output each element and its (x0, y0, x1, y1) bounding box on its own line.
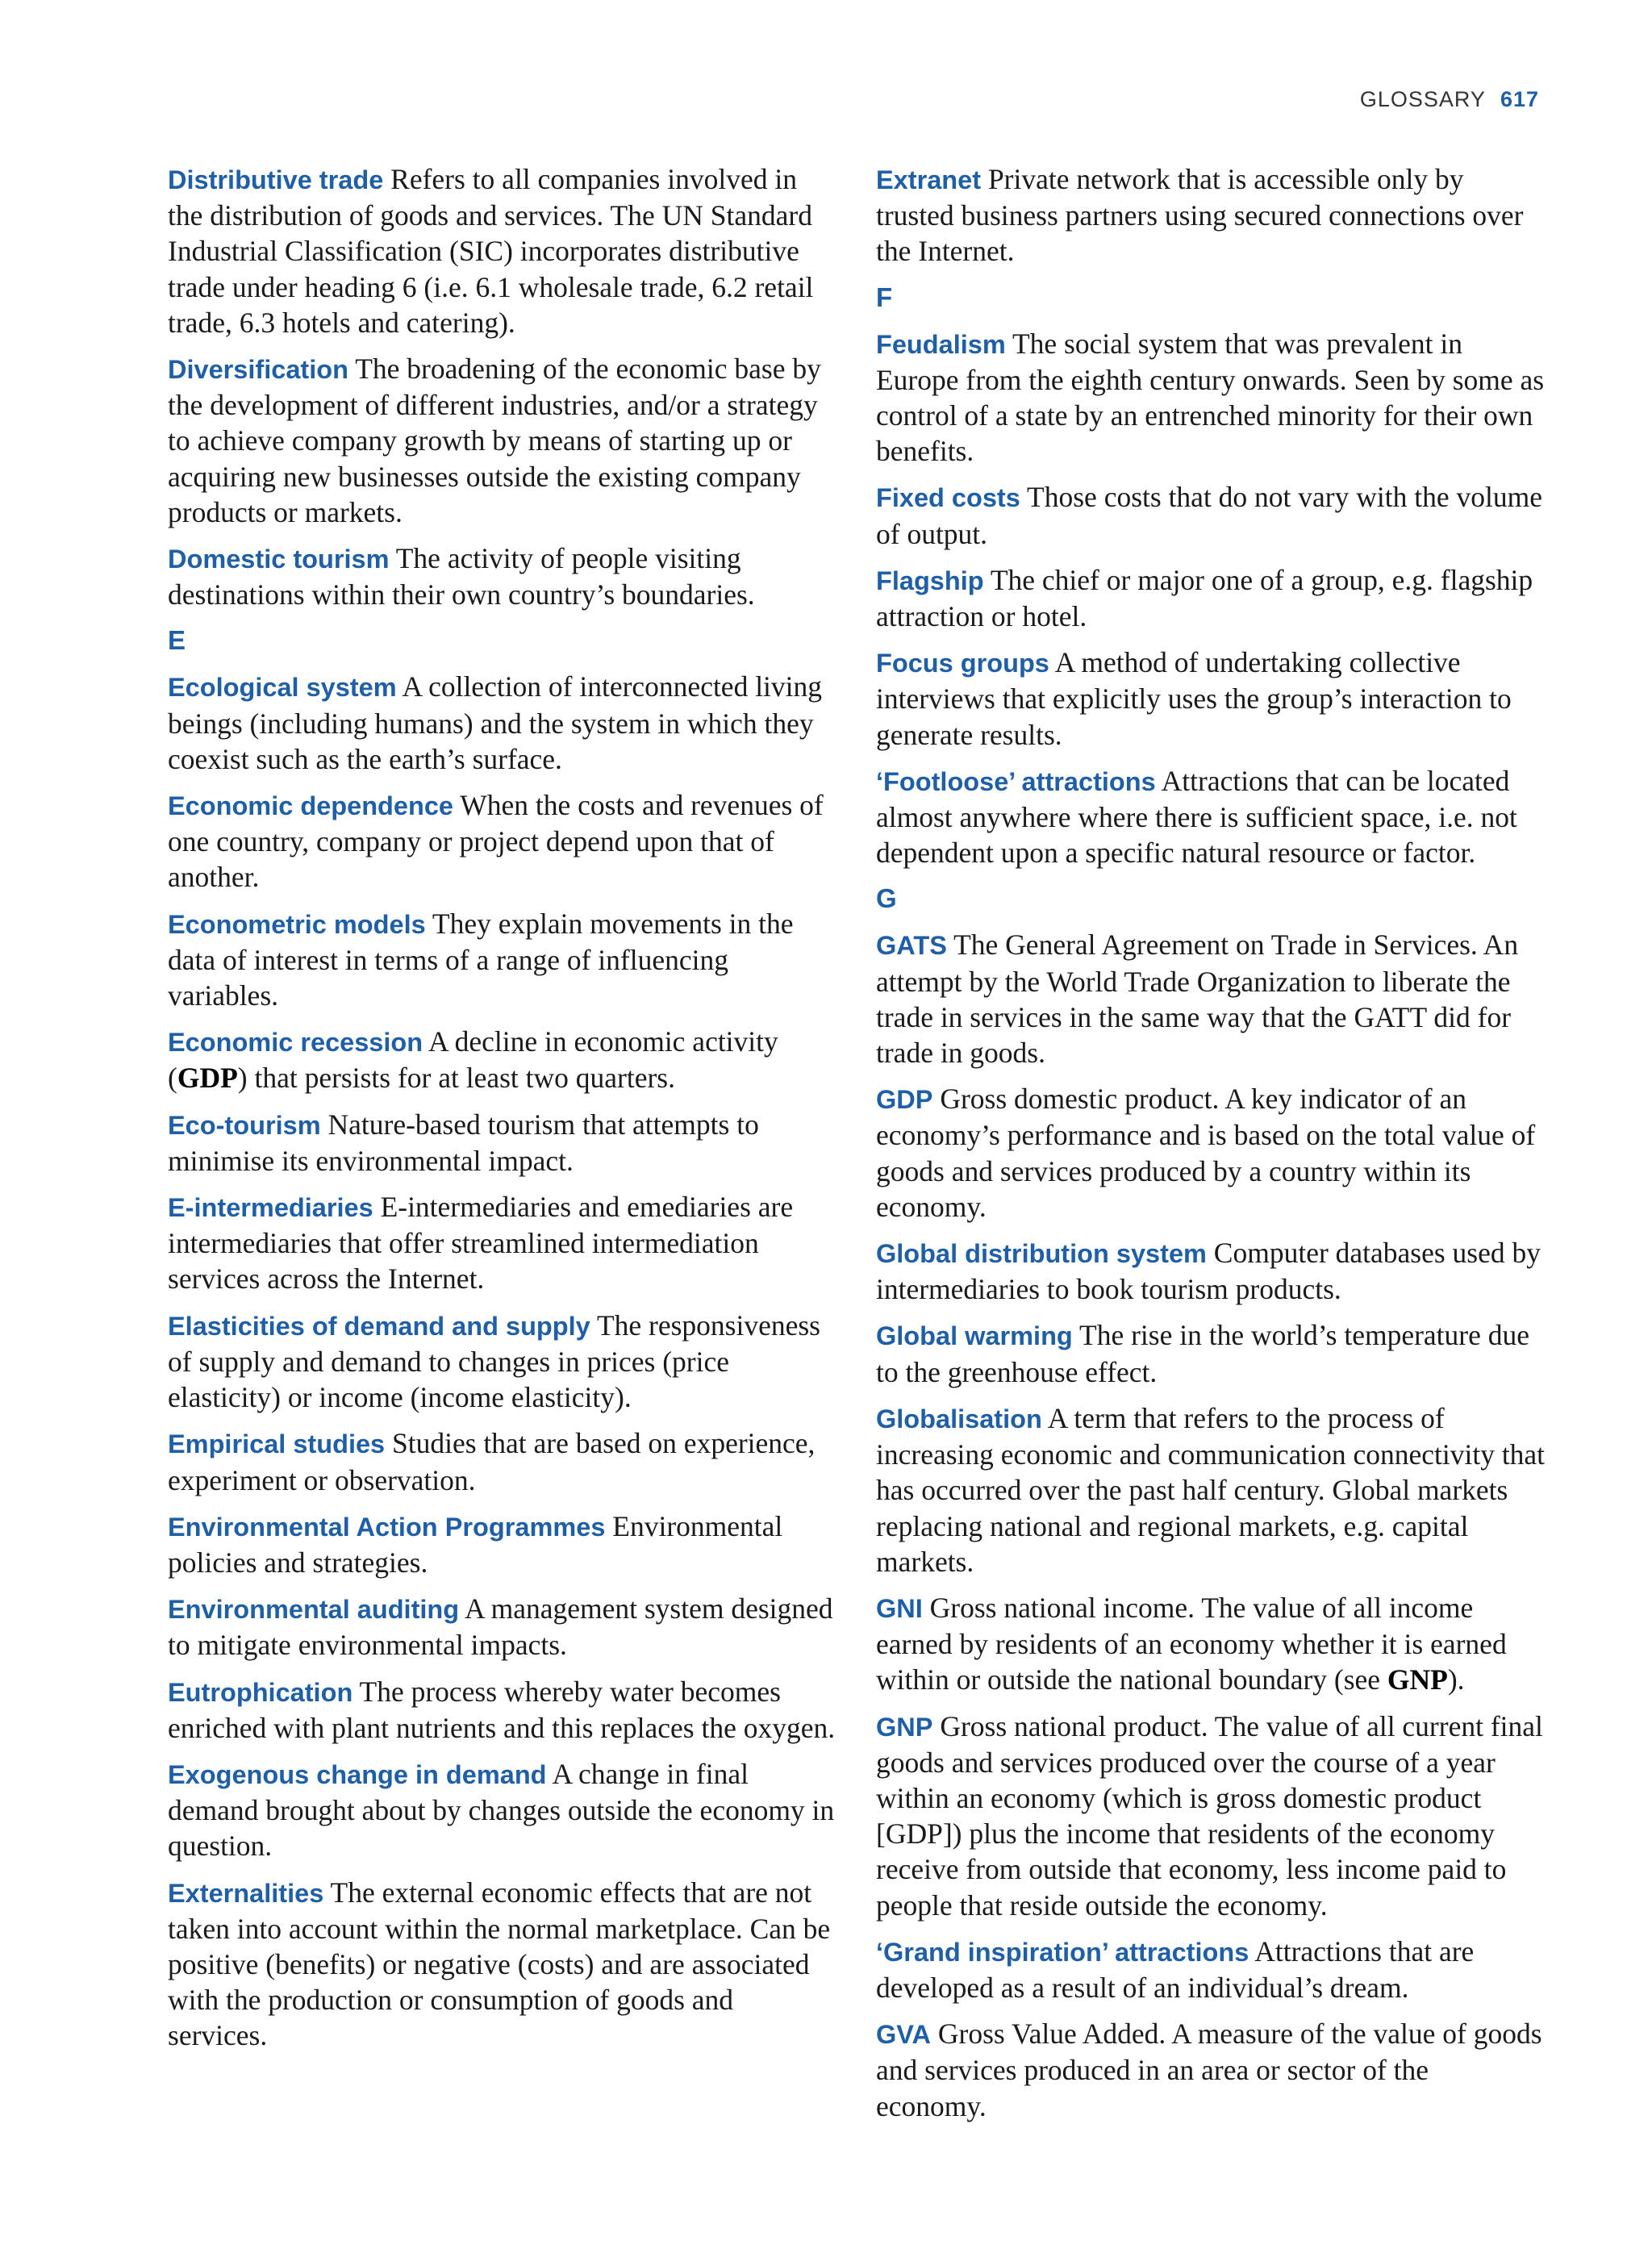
glossary-definition: They explain movements in the data of interest in terms of a range of influencing variables. (168, 907, 794, 1012)
glossary-definition: A management system designed to mitigate environmental impacts. (168, 1592, 833, 1662)
glossary-definition: The activity of people visiting destinations within their own country’s boundaries. (168, 542, 755, 611)
glossary-definition: Studies that are based on experience, experiment or observation. (168, 1427, 816, 1496)
left-column (168, 161, 836, 2064)
glossary-term: ‘Footloose’ attractions (876, 766, 1156, 796)
glossary-term: Externalities (168, 1878, 324, 1908)
glossary-term: Fixed costs (876, 483, 1020, 513)
glossary-entry-econometric-models (168, 906, 836, 1014)
glossary-entry-global-distribution-system (876, 1235, 1546, 1307)
glossary-entry-eutrophication (168, 1674, 836, 1746)
glossary-term: Distributive trade (168, 165, 384, 194)
glossary-term: Elasticities of demand and supply (168, 1311, 590, 1341)
glossary-term: Ecological system (168, 673, 397, 703)
glossary-entry-exogenous-change-in-demand (168, 1756, 836, 1864)
page-number: 617 (1500, 87, 1539, 111)
glossary-term: Focus groups (876, 649, 1049, 678)
glossary-definition: A method of undertaking collective interviews that explicitly uses the group’s interaction to generate results. (876, 646, 1512, 751)
glossary-entry-gnp (876, 1709, 1546, 1923)
glossary-entry-eco-tourism (168, 1107, 836, 1179)
glossary-term: GNI (876, 1593, 923, 1623)
glossary-term: GVA (876, 2020, 932, 2050)
glossary-definition: Refers to all companies involved in the distribution of goods and services. The UN Standard Industrial Classification (SIC) incorporates distributive trade under heading 6 (i.e. 6.1 wholesale trade, 6.2 retail trade, 6.3 hotels and catering). (168, 163, 814, 339)
glossary-term: Econometric models (168, 909, 426, 939)
glossary-term: Eutrophication (168, 1677, 353, 1707)
glossary-definition-tail: ) that persists for at least two quarters. (237, 1062, 675, 1095)
glossary-term: Domestic tourism (168, 545, 390, 574)
glossary-entry-grand-inspiration-attractions (876, 1934, 1546, 2005)
glossary-definition: The social system that was prevalent in Europe from the eighth century onwards. Seen by some as control of a state by an entrenched minority for their own benefits. (876, 327, 1545, 468)
glossary-definition: Environmental policies and strategies. (168, 1509, 783, 1579)
glossary-entry-diversification (168, 351, 836, 530)
glossary-definition: Those costs that do not vary with the volume of output. (876, 481, 1542, 550)
glossary-entry-global-warming (876, 1317, 1546, 1389)
glossary-entry-gats (876, 927, 1546, 1070)
glossary-definition: The General Agreement on Trade in Services. An attempt by the World Trade Organization to liberate the trade in services in the same way that the GATT did for trade in goods. (876, 928, 1519, 1070)
glossary-definition: A decline in economic activity ( (168, 1025, 778, 1095)
glossary-definition: When the costs and revenues of one country, company or project depend upon that of another. (168, 789, 824, 894)
glossary-definition: Private network that is accessible only by trusted business partners using secured connections over the Internet. (876, 163, 1524, 268)
glossary-definition: The responsiveness of supply and demand to changes in prices (price elasticity) or income (income elasticity). (168, 1308, 820, 1414)
glossary-definition: Nature-based tourism that attempts to minimise its environmental impact. (168, 1108, 759, 1177)
glossary-term: GNP (876, 1712, 933, 1742)
glossary-term: Global warming (876, 1321, 1073, 1351)
glossary-term: Diversification (168, 355, 348, 385)
glossary-entry-feudalism (876, 326, 1546, 469)
section-letter-f: F (876, 282, 893, 312)
glossary-definition: Computer databases used by intermediaries to book tourism products. (876, 1237, 1541, 1306)
glossary-entry-environmental-action-programmes (168, 1508, 836, 1580)
glossary-entry-e-intermediaries (168, 1189, 836, 1297)
glossary-entry-economic-recession (168, 1024, 836, 1095)
glossary-entry-extranet (876, 161, 1546, 269)
glossary-definition: Attractions that can be located almost anywhere where there is sufficient space, i.e. not dependent upon a specific natural resource or factor. (876, 764, 1517, 870)
glossary-entry-ecological-system (168, 669, 836, 777)
glossary-definition: Attractions that are developed as a result of an individual’s dream. (876, 1934, 1475, 2004)
glossary-entry-economic-dependence (168, 787, 836, 895)
glossary-definition: E-intermediaries and emediaries are intermediaries that offer streamlined intermediation services across the Internet. (168, 1191, 794, 1296)
glossary-definition: A change in final demand brought about by changes outside the economy in question. (168, 1757, 835, 1863)
glossary-term: Environmental auditing (168, 1595, 460, 1625)
glossary-entry-flagship (876, 562, 1546, 634)
glossary-term: E-intermediaries (168, 1193, 373, 1223)
right-column (876, 161, 1546, 2134)
glossary-entry-gva (876, 2016, 1546, 2124)
glossary-definition: Gross national income. The value of all income earned by residents of an economy whether it is earned within or outside the national boundary (see (876, 1591, 1507, 1696)
glossary-term: Globalisation (876, 1404, 1042, 1433)
glossary-definition: The external economic effects that are not taken into account within the normal marketplace. Can be positive (benefits) or negative (costs) and are associated with the production or consumption of goods and services. (168, 1876, 831, 2052)
glossary-entry-empirical-studies (168, 1425, 836, 1497)
glossary-term: Economic recession (168, 1028, 423, 1058)
glossary-term: GATS (876, 931, 947, 961)
glossary-term: Exogenous change in demand (168, 1759, 547, 1789)
glossary-entry-distributive-trade (168, 161, 836, 340)
cross-reference: GDP (177, 1062, 238, 1095)
glossary-term: Flagship (876, 565, 984, 595)
glossary-entry-focus-groups (876, 645, 1546, 753)
glossary-entry-elasticities-of-demand-and-supply (168, 1308, 836, 1416)
section-title: GLOSSARY (1359, 87, 1486, 111)
glossary-entry-fixed-costs (876, 479, 1546, 551)
glossary-entry-environmental-auditing (168, 1591, 836, 1663)
glossary-entry-domestic-tourism (168, 540, 836, 612)
glossary-term: Empirical studies (168, 1429, 386, 1459)
glossary-definition: Gross Value Added. A measure of the value of goods and services produced in an area or sector of the economy. (876, 2018, 1542, 2122)
cross-reference: GNP (1387, 1663, 1448, 1696)
glossary-term: Eco-tourism (168, 1110, 321, 1140)
glossary-definition: The chief or major one of a group, e.g. flagship attraction or hotel. (876, 563, 1533, 633)
glossary-entry-footloose-attractions (876, 763, 1546, 871)
glossary-term: Global distribution system (876, 1239, 1207, 1269)
glossary-entry-externalities (168, 1875, 836, 2054)
glossary-term: Extranet (876, 165, 982, 194)
glossary-term: GDP (876, 1085, 933, 1115)
glossary-entry-gdp (876, 1081, 1546, 1225)
section-letter-e: E (168, 625, 186, 656)
glossary-term: Feudalism (876, 329, 1006, 359)
glossary-term: Economic dependence (168, 791, 453, 821)
glossary-definition: The process whereby water becomes enriched with plant nutrients and this replaces the oxygen. (168, 1675, 836, 1744)
glossary-definition: The rise in the world’s temperature due to the greenhouse effect. (876, 1319, 1529, 1388)
glossary-definition: A term that refers to the process of increasing economic and communication connectivity that has occurred over the past half century. Global markets replacing national and regional markets, e.g. capital markets. (876, 1401, 1546, 1578)
glossary-entry-globalisation (876, 1400, 1546, 1579)
glossary-definition: Gross national product. The value of all current final goods and services produced over the course of a year within an economy (which is gross domestic product [GDP]) plus the income that residents of the economy receive from outside that economy, less income paid to people that reside outside the economy. (876, 1709, 1543, 1922)
running-head (1360, 87, 1539, 112)
glossary-definition: Gross domestic product. A key indicator of an economy’s performance and is based on the total value of goods and services produced by a country within its economy. (876, 1083, 1536, 1223)
section-letter-g: G (876, 883, 897, 914)
glossary-definition: The broadening of the economic base by the development of different industries, and/or a strategy to achieve company growth by means of starting up or acquiring new businesses outside the existing company products or markets. (168, 353, 821, 528)
glossary-term: Environmental Action Programmes (168, 1512, 606, 1542)
glossary-definition-tail: ). (1447, 1663, 1465, 1696)
glossary-definition: A collection of interconnected living beings (including humans) and the system in which they coexist such as the earth’s surface. (168, 670, 823, 775)
glossary-entry-gni (876, 1590, 1546, 1698)
glossary-term: ‘Grand inspiration’ attractions (876, 1937, 1249, 1967)
